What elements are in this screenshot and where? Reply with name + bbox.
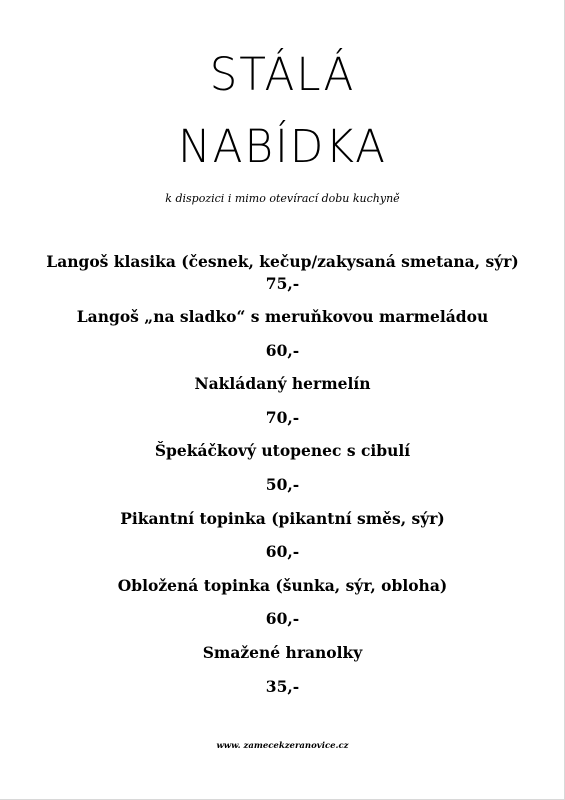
page-subtitle: k dispozici i mimo otevírací dobu kuchyně bbox=[165, 192, 400, 205]
website-link[interactable]: www. zamecekzeranovice.cz bbox=[216, 741, 349, 751]
menu-item-name: Špekáčkový utopenec s cibulí bbox=[154, 441, 411, 460]
menu-item-price: 60,- bbox=[265, 341, 300, 360]
menu-item-name: Langoš klasika (česnek, kečup/zakysaná smetana, sýr) bbox=[46, 252, 519, 271]
menu-item-name: Langoš „na sladko“ s meruňkovou marmeládou bbox=[76, 307, 489, 326]
menu-item-price: 70,- bbox=[265, 408, 300, 427]
menu-item-price: 50,- bbox=[265, 475, 300, 494]
page-title-line-2: NABÍDKA bbox=[178, 120, 387, 173]
menu-item-name: Nakládaný hermelín bbox=[194, 374, 371, 393]
page-title-line-1: STÁLÁ bbox=[209, 48, 356, 101]
menu-item-name: Obložená topinka (šunka, sýr, obloha) bbox=[117, 576, 448, 595]
menu-item-name: Pikantní topinka (pikantní směs, sýr) bbox=[120, 509, 445, 528]
menu-item-price: 35,- bbox=[265, 677, 300, 696]
menu-item-price: 60,- bbox=[265, 609, 300, 628]
menu-item-name: Smažené hranolky bbox=[202, 643, 363, 662]
menu-item-price: 75,- bbox=[265, 274, 300, 293]
menu-item-price: 60,- bbox=[265, 542, 300, 561]
